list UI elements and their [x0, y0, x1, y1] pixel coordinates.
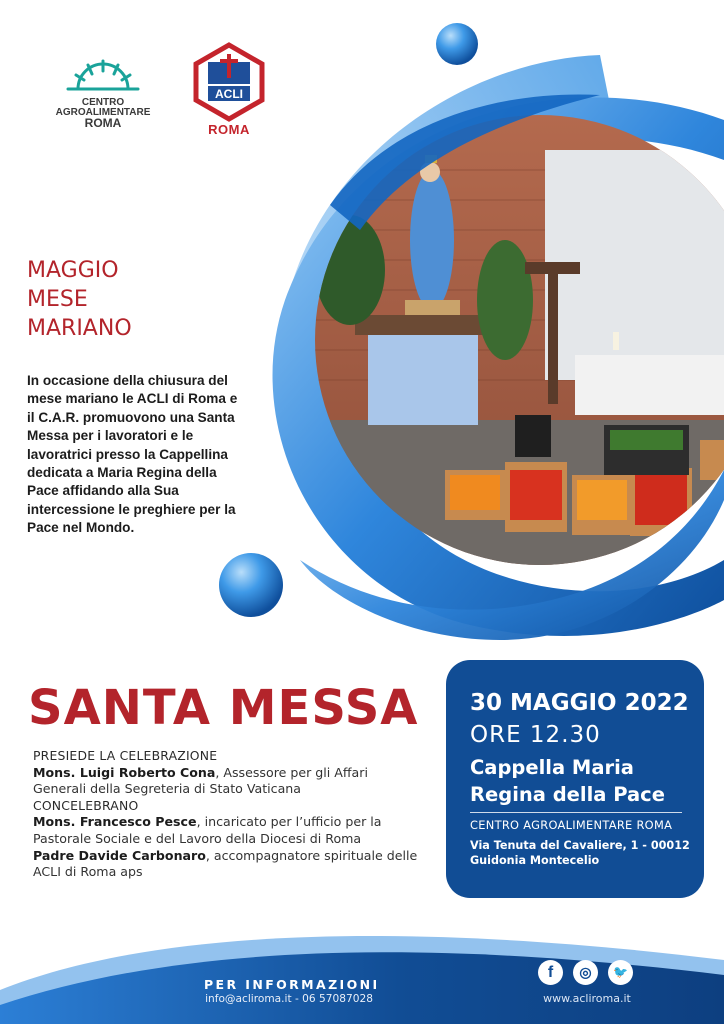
concelebrate-label: CONCELEBRANO — [33, 797, 139, 813]
event-venue: Cappella Maria Regina della Pace — [470, 756, 665, 806]
celebrants-list — [33, 748, 423, 881]
presider-entry — [33, 765, 423, 798]
event-center: CENTRO AGROALIMENTARE ROMA — [470, 818, 673, 832]
event-title: SANTA MESSA — [28, 680, 419, 736]
event-address: Via Tenuta del Cavaliere, 1 - 00012 Guidonia Montecelio — [470, 839, 690, 867]
acli-emblem-icon — [192, 42, 266, 122]
info-label: PER INFORMAZIONI — [204, 977, 380, 992]
concelebrant-entry-2 — [33, 848, 423, 881]
info-contact[interactable]: info@acliroma.it - 06 57087028 — [205, 993, 373, 1005]
presides-label: PRESIEDE LA CELEBRAZIONE — [33, 748, 218, 763]
acli-city: ROMA — [208, 122, 250, 137]
concelebrant-1-role: , incaricato per l’ufficio per la Pastorale Sociale e del Lavoro della Diocesi di Roma — [33, 814, 382, 846]
event-details-box — [446, 660, 704, 898]
website-link[interactable]: www.acliroma.it — [543, 992, 631, 1005]
concelebrant-entry-1 — [33, 814, 423, 847]
month-title-line1: MAGGIO — [27, 258, 119, 283]
concelebrant-1-name: Mons. Francesco Pesce — [33, 814, 197, 830]
presider-name: Mons. Luigi Roberto Cona — [33, 764, 216, 780]
event-time: ORE 12.30 — [470, 722, 601, 748]
month-title-line3: MARIANO — [27, 316, 132, 341]
details-divider — [470, 812, 682, 813]
car-logo-line1: CENTRO — [81, 97, 125, 108]
month-title — [27, 256, 227, 343]
acli-logo — [192, 42, 266, 138]
car-logo-line3: ROMA — [84, 116, 122, 130]
event-date: 30 MAGGIO 2022 — [470, 690, 689, 716]
concelebrant-2-name: Padre Davide Carbonaro — [33, 847, 206, 863]
acli-mark: ACLI — [215, 87, 243, 101]
presider-role: , Assessore per gli Affari Generali della Segreteria di Stato Vaticana — [33, 764, 368, 797]
car-logo-line2: AGROALIMENTARE — [55, 107, 151, 118]
social-links — [538, 960, 634, 988]
intro-paragraph: In occasione della chiusura del mese mariano le ACLI di Roma e il C.A.R. promuovono una Santa Messa per i lavoratori e le lavoratrici presso la Cappellina dedicata a Maria Regina della Pace affidando alla Sua intercessione le preghiere per la Pace nel Mondo. — [27, 373, 238, 536]
concelebrant-2-role: , accompagnatore spirituale delle ACLI di Roma aps — [33, 847, 418, 880]
instagram-icon[interactable]: ◎ — [573, 960, 598, 985]
sun-rays-icon — [48, 55, 158, 103]
twitter-icon[interactable]: 🐦 — [608, 960, 633, 985]
facebook-icon[interactable]: f — [538, 960, 563, 985]
car-logo — [48, 55, 158, 135]
month-title-line2: MESE — [27, 287, 88, 312]
